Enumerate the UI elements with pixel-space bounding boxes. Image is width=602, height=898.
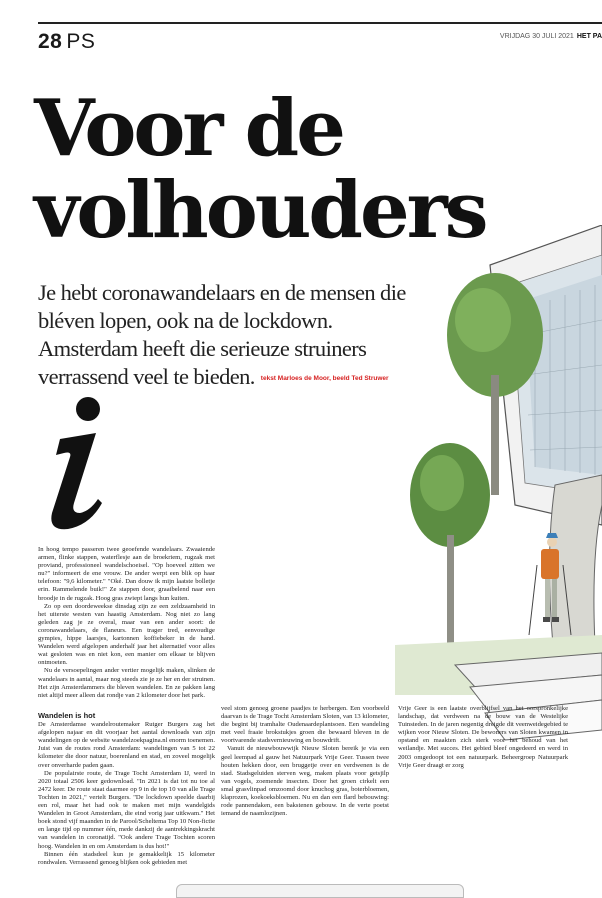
intro-paragraph — [38, 279, 418, 393]
body-paragraph: De Amsterdamse wandelroutemaker Rutger Burgers zag het afgelopen najaar en dit voorjaar het aantal downloads van zijn wandelingen op de website wandelzoekpagina.nl enorm toenemen. Juist van de routes rond Amsterdam: wandelingen van 5 tot 22 kilometer die door natuur, boerenland en stad, en zoveel mogelijk over onverharde paden gaan. — [38, 721, 215, 769]
header-rule — [38, 22, 602, 24]
body-paragraph: veel stom genoeg groene paadjes te herbergen. Een voorbeeld daarvan is de Trage Tocht Amsterdam Sloten, van 13 kilometer, die begint bij tramhalte Oudenaardeplantsoen. Een wandeling met veel fraaie brokstukjes groen die bewaard bleven in de voortvarende stadsvernieuwing en bouwdrift. — [221, 705, 389, 745]
intro-text: Je hebt coronawandelaars en de mensen die bléven lopen, ook na de lockdown. Amsterdam heeft die serieuze struiners verrassend veel te bieden. — [38, 280, 406, 389]
headline-line-1: Voor de — [34, 83, 343, 174]
body-paragraph: Binnen één stadsdeel kun je gemakkelijk 15 kilometer rondwalen. Verrassend genoeg blijken ook gebieden met — [38, 850, 215, 866]
section-label: PS — [66, 30, 96, 53]
page-number — [38, 30, 95, 54]
body-paragraph: Vrije Geer is een laatste overblijfsel van het oorspronkelijke landschap, dat verdween na de bouw van de Westelijke Tuinsteden. In de jaren negentig dreigde dit veenweidegebied te wijken voor Nieuw Sloten. De bewoners van Sloten kwamen in opstand en maakten zich sterk voor het behoud van het weilandje. Met succes. Het gebied bleef ongedeerd en werd in 2003 omgedoopt tot een natuurpark. Beheergroep Natuurpark Vrije Geer draagt er zorg — [398, 705, 568, 769]
byline-credit: tekst Marloes de Moor, beeld Ted Struwer — [260, 374, 389, 382]
section-subhead: Wandelen is hot — [38, 711, 96, 720]
scroll-handle[interactable] — [176, 884, 464, 898]
body-column-4 — [398, 705, 568, 770]
issue-date: VRIJDAG 30 JULI 2021 — [499, 33, 574, 40]
body-column-3 — [221, 705, 389, 818]
dateline — [500, 33, 602, 40]
hiker-illustration — [395, 225, 602, 745]
headline-line-2: volhouders — [34, 165, 486, 256]
page-number-value: 28 — [38, 30, 63, 53]
drop-cap-initial — [38, 395, 108, 535]
body-paragraph: In hoog tempo passeren twee geoefende wandelaars. Zwaaiende armen, flinke stappen, waterflesje aan de broekriem, rugzak met proviand, professioneel wandelschoeisel. "Op hoeveel zitten we nu?" informeert de ene vrouw. De ander werpt een blik op haar telefoon: "9,6 kilometer." "Oké. Dan douw ik mijn laatste bolletje erin. Rammelende buik!" Ze stappen door, graaibelend naar een broodje in de rugzak. Hoog gras zwiept langs hun kuiten. — [38, 546, 215, 602]
body-paragraph: Vanuit de nieuwbouwwijk Nieuw Sloten bereik je via een geel leempad al gauw het Natuurpark Vrije Geer. Tussen twee houten hekken door, een bruggetje over en verdwenen is de stad. Stadsgeluiden sterven weg, maken plaats voor getsjilp van vogels, zoemende insecten. Door het groen cirkelt een smal grasvlinpad omzoomd door knuchog gras, boterbloemen, klaprozen, koekoeksbloemen. Nu en dan een flard bebouwing: rode pannendaken, een bakstenen gebouw. In de verte poetst iemand de naamlozijnen. — [221, 745, 389, 818]
body-paragraph: De populairste route, de Trage Tocht Amsterdam IJ, werd in 2020 totaal 2506 keer gedownload. "In 2021 is dat tot nu toe al 2472 keer. De route staat daarmee op 9 in de top 10 van alle Trage Tochten in 2021," vertelt Burgers. "De lockdown speelde daarbij een rol, maar het had ook te maken met mijn wandelgids Wandelen in Groot Amsterdam, die eind vorig jaar uitkwam." Het boek stond vijf maanden in de Parool/Scheltema Top 10 Non-fictie en lange tijd op nummer één, mede dankzij de aantrekkingskracht van wandelen in coronatijd. "Ook andere Trage Tochten scoren hoog. Wandelen in en om Amsterdam is dus hot!" — [38, 769, 215, 850]
body-column-2 — [38, 712, 215, 867]
publication-name: HET PA — [576, 33, 602, 40]
body-column-1 — [38, 546, 215, 700]
body-paragraph: Zo op een doordeweekse dinsdag zijn ze een zeldzaamheid in het uiterste westen van haastig Amsterdam. Nog niet zo lang geleden zag je ze overal, maar van een ander soort: de coronawandelaars, de flaneurs. Een trager tred, eenvoudige gympies, hippe laarsjes, kartonnen koffiebeker in de hand. Wandelen werd afgelopen anderhalf jaar het alternatief voor alles wat gesloten was en niet kon, een manier om elkaar te blijven ontmoeten. — [38, 602, 215, 667]
body-paragraph: Nu de versoepelingen ander vertier mogelijk maken, slinken de wandelaars in aantal, maar nog steeds zie je ze her en der struinen. Het zijn Amsterdammers die bleven wandelen. En ze pakken lang niet altijd meer alleen dat rondje van 2 kilometer door het park. — [38, 667, 215, 699]
